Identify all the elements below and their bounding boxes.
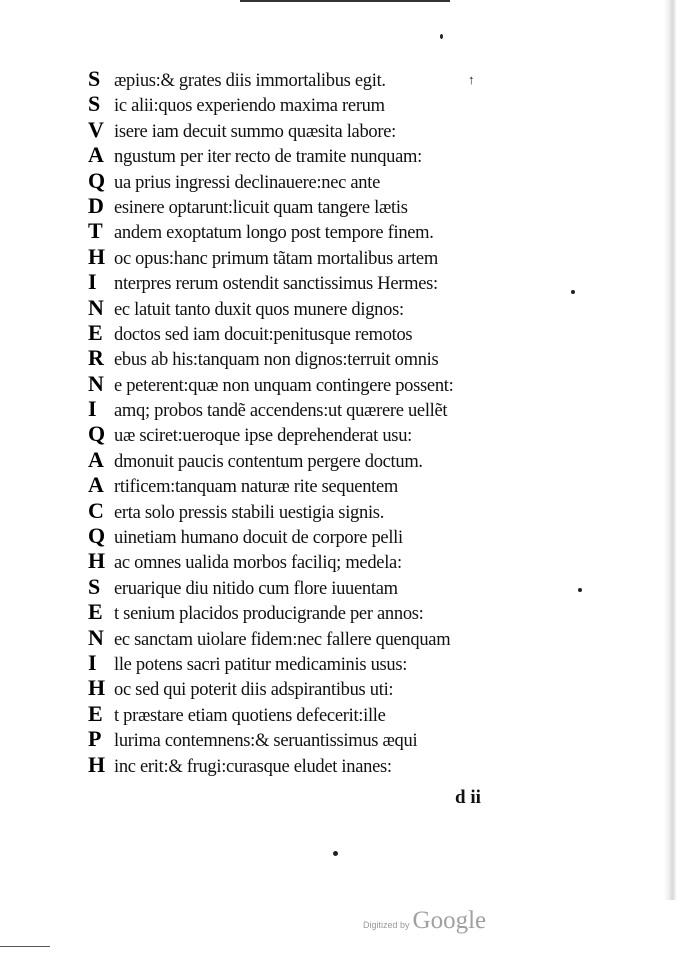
verse-initial: A	[88, 446, 104, 472]
verse-line	[88, 447, 558, 472]
verse-initial: A	[88, 472, 104, 498]
verse-line	[88, 91, 558, 116]
verse-initial: E	[88, 319, 103, 345]
verse-text: dmonuit paucis contentum pergere doctum.	[114, 451, 423, 472]
verse-line	[88, 66, 558, 91]
page-edge-shadow	[664, 0, 676, 900]
verse-text: uæ sciret:ueroque ipse deprehenderat usu:	[114, 426, 412, 447]
verse-text: lle potens sacri patitur medicaminis usus:	[114, 654, 408, 675]
verse-initial: N	[88, 294, 104, 320]
verse-initial: T	[88, 218, 103, 244]
verse-text: e peterent:quæ non unquam contingere possent:	[114, 375, 454, 396]
watermark-prefix: Digitized by	[363, 920, 410, 930]
verse-text: t senium placidos producigrande per annos:	[114, 604, 424, 625]
verse-line	[88, 701, 558, 726]
verse-block	[88, 66, 558, 777]
verse-text: erta solo pressis stabili uestigia signis.	[114, 502, 385, 523]
verse-line	[88, 675, 558, 700]
verse-initial: S	[88, 573, 101, 599]
bottom-rule	[0, 946, 50, 947]
verse-text: t præstare etiam quotiens defecerit:ille	[114, 705, 386, 726]
verse-text: nterpres rerum ostendit sanctissimus Hermes:	[114, 274, 438, 295]
verse-text: doctos sed iam docuit:penitusque remotos	[114, 324, 413, 345]
verse-initial: N	[88, 624, 104, 650]
verse-text: ac omnes ualida morbos faciliq; medela:	[114, 553, 402, 574]
verse-text: lurima contemnens:& seruantissimus æqui	[114, 731, 418, 752]
verse-line	[88, 472, 558, 497]
verse-initial: A	[88, 142, 104, 168]
verse-text: esinere optarunt:licuit quam tangere lætis	[114, 197, 408, 218]
verse-initial: S	[88, 91, 101, 117]
watermark-brand: Google	[412, 907, 487, 934]
verse-initial: H	[88, 751, 106, 777]
verse-text: amq; probos tandẽ accendens:ut quærere uellẽt	[114, 401, 448, 422]
verse-line	[88, 498, 558, 523]
verse-line	[88, 574, 558, 599]
ink-speck	[440, 34, 443, 39]
verse-line	[88, 117, 558, 142]
verse-line	[88, 345, 558, 370]
verse-text: ec latuit tanto duxit quos munere dignos:	[114, 299, 404, 320]
verse-initial: R	[88, 345, 104, 371]
verse-line	[88, 650, 558, 675]
verse-text: ic alii:quos experiendo maxima rerum	[114, 96, 385, 117]
verse-initial: H	[88, 548, 106, 574]
verse-line	[88, 218, 558, 243]
verse-initial: Q	[88, 523, 106, 549]
verse-line	[88, 421, 558, 446]
verse-line	[88, 726, 558, 751]
verse-text: ec sanctam uiolare fidem:nec fallere quenquam	[114, 629, 451, 650]
verse-line	[88, 193, 558, 218]
verse-text: eruarique diu nitido cum flore iuuentam	[114, 578, 398, 599]
verse-line	[88, 625, 558, 650]
verse-line	[88, 320, 558, 345]
verse-initial: E	[88, 700, 103, 726]
top-rule	[240, 0, 450, 2]
verse-text: oc sed qui poterit diis adspirantibus uti:	[114, 680, 394, 701]
ink-speck	[578, 588, 582, 592]
verse-line	[88, 142, 558, 167]
verse-text: oc opus:hanc primum tãtam mortalibus artem	[114, 248, 438, 269]
verse-line	[88, 752, 558, 777]
verse-line	[88, 599, 558, 624]
verse-initial: Q	[88, 421, 106, 447]
arrow-mark-icon: ↑	[468, 72, 475, 87]
ink-speck	[333, 851, 338, 856]
verse-line	[88, 269, 558, 294]
verse-text: ua prius ingressi declinauere:nec ante	[114, 172, 380, 193]
verse-initial: I	[88, 649, 97, 675]
verse-initial: V	[88, 116, 104, 142]
verse-line	[88, 523, 558, 548]
verse-line	[88, 371, 558, 396]
verse-text: isere iam decuit summo quæsita labore:	[114, 121, 396, 142]
verse-text: ebus ab his:tanquam non dignos:terruit omnis	[114, 350, 439, 371]
verse-line	[88, 295, 558, 320]
verse-initial: H	[88, 675, 106, 701]
verse-initial: E	[88, 599, 103, 625]
verse-line	[88, 244, 558, 269]
verse-initial: D	[88, 192, 104, 218]
verse-initial: H	[88, 243, 106, 269]
verse-initial: I	[88, 396, 97, 422]
verse-initial: P	[88, 726, 102, 752]
verse-initial: Q	[88, 167, 106, 193]
digitized-watermark	[363, 907, 486, 935]
verse-text: æpius:& grates diis immortalibus egit.	[114, 71, 386, 91]
verse-initial: I	[88, 269, 97, 295]
verse-text: inc erit:& frugi:curasque eludet inanes:	[114, 756, 392, 777]
verse-line	[88, 548, 558, 573]
verse-initial: S	[88, 66, 101, 91]
verse-text: ngustum per iter recto de tramite nunquam:	[114, 147, 422, 168]
verse-text: rtificem:tanquam naturæ rite sequentem	[114, 477, 398, 498]
verse-initial: C	[88, 497, 104, 523]
verse-text: uinetiam humano docuit de corpore pelli	[114, 528, 403, 549]
verse-line	[88, 396, 558, 421]
verse-initial: N	[88, 370, 104, 396]
verse-text: andem exoptatum longo post tempore finem.	[114, 223, 434, 244]
signature-mark: d ii	[455, 787, 481, 808]
verse-line	[88, 168, 558, 193]
ink-speck	[571, 290, 575, 294]
